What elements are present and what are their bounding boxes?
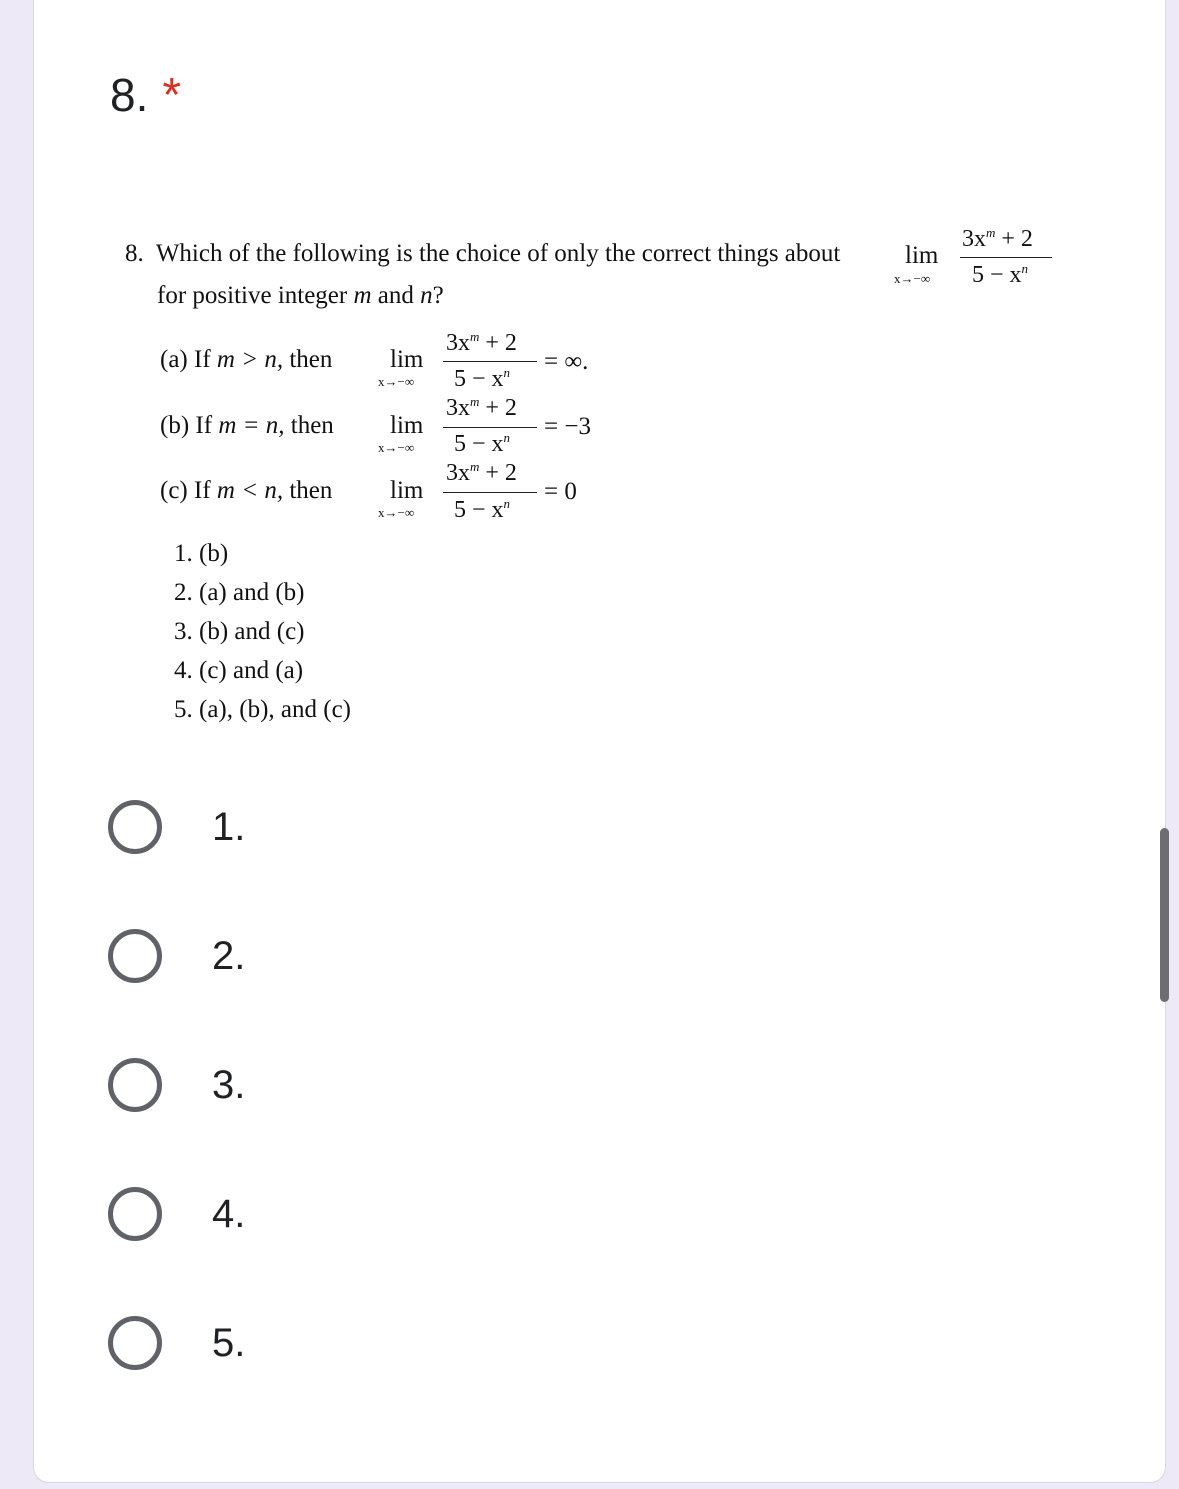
option-2[interactable] — [108, 921, 245, 991]
radio-button[interactable] — [108, 800, 162, 854]
option-label[interactable]: 5. — [212, 1320, 246, 1365]
radio-button[interactable] — [108, 1058, 162, 1112]
scrollbar[interactable] — [1160, 828, 1169, 1002]
stem-fraction-bar — [960, 257, 1052, 258]
option-1[interactable] — [108, 792, 245, 862]
statement-b-denominator: $5 - x^n$ — [454, 430, 511, 457]
statement-c-result: = 0 — [544, 478, 577, 505]
option-3[interactable] — [108, 1050, 245, 1120]
statement-a-lim: lim — [390, 346, 424, 373]
radio-button[interactable] — [108, 1316, 162, 1370]
choice-list-item: 3. (b) and (c) — [174, 618, 305, 645]
choice-list-item: 2. (a) and (b) — [174, 579, 305, 606]
statement-a: (a) If m > n, then — [160, 346, 333, 373]
statement-b-result: = −3 — [544, 413, 591, 440]
option-5[interactable] — [108, 1308, 245, 1378]
statement-c-numerator: $3x^m + 2$ — [446, 459, 517, 486]
choice-list-item: 1. (b) — [174, 540, 229, 567]
statement-a-result: = ∞. — [544, 348, 589, 375]
choice-list-item: 5. (a), (b), and (c) — [174, 696, 351, 723]
option-label[interactable]: 2. — [212, 933, 246, 978]
question-number: 8. — [110, 69, 149, 121]
required-asterisk: * — [162, 69, 182, 122]
option-4[interactable] — [108, 1179, 245, 1249]
stem-lim: lim — [905, 242, 939, 269]
statement-c: (c) If m < n, then — [160, 477, 333, 504]
statement-a-numerator: $3x^m + 2$ — [446, 329, 517, 356]
statement-b-lim: lim — [390, 412, 424, 439]
statement-a-lim-sub: x→−∞ — [378, 374, 415, 389]
choice-list-item: 4. (c) and (a) — [174, 657, 304, 684]
statement-c-lim: lim — [390, 477, 424, 504]
stem-lim-sub: x→−∞ — [894, 271, 931, 286]
option-label[interactable]: 1. — [212, 804, 246, 849]
stem-denominator: $5 - x^n$ — [972, 261, 1029, 288]
problem-stem-line2: for positive integer m and n? — [157, 282, 444, 309]
question-title — [110, 69, 182, 122]
statement-c-fraction-bar — [443, 492, 537, 493]
statement-b-lim-sub: x→−∞ — [378, 440, 415, 455]
statement-b-numerator: $3x^m + 2$ — [446, 394, 517, 421]
statement-a-denominator: $5 - x^n$ — [454, 365, 511, 392]
statement-b-fraction-bar — [443, 427, 537, 428]
stem-numerator: $3x^m + 2$ — [962, 225, 1033, 252]
statement-c-lim-sub: x→−∞ — [378, 505, 415, 520]
option-label[interactable]: 3. — [212, 1062, 246, 1107]
radio-button[interactable] — [108, 1187, 162, 1241]
radio-button[interactable] — [108, 929, 162, 983]
statement-a-fraction-bar — [443, 361, 537, 362]
problem-stem: 8. Which of the following is the choice of only the correct things about — [125, 240, 841, 267]
option-label[interactable]: 4. — [212, 1191, 246, 1236]
statement-b: (b) If m = n, then — [160, 412, 334, 439]
question-card — [33, 0, 1166, 1483]
statement-c-denominator: $5 - x^n$ — [454, 496, 511, 523]
